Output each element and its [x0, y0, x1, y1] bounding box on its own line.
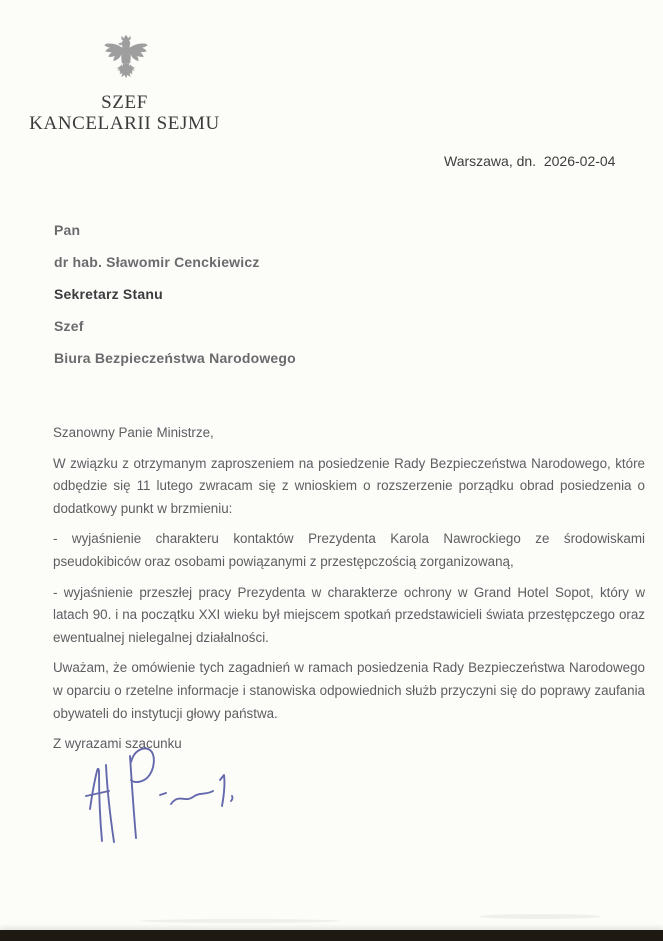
paragraph-request: W związku z otrzymanym zaproszeniem na posiedzenie Rady Bezpieczeństwa Narodowego, które odbędzie się 11 lutego zwracam się z wnioskiem o rozszerzenie porządku obrad posiedzenia o dodatkowy punkt w brzmieniu:: [53, 455, 645, 516]
signature-stroke-one: [220, 775, 224, 806]
signature-stroke-crossbar: [86, 791, 109, 796]
eagle-left-wing: [104, 43, 122, 61]
signature-stroke-tilde: [171, 791, 213, 804]
signature-stroke-dash: [160, 793, 166, 795]
paragraph-conclusion: Uważam, że omówienie tych zagadnień w ramach posiedzenia Rady Bezpieczeństwa Narodowego w oparciu o rzetelne informacje i stanowiska odpowiednich służb przyczyni się do poprawy zaufania obywateli do instytucji głowy państwa.: [53, 660, 645, 721]
recipient-line-title: Sekretarz Stanu: [54, 286, 163, 302]
recipient-line-salutation: Pan: [54, 222, 81, 238]
recipient-line-name: dr hab. Sławomir Cenckiewicz: [54, 254, 260, 270]
eagle-right-wing: [130, 43, 148, 61]
scan-artifact: [140, 919, 340, 923]
letterhead-title-line1: SZEF: [101, 92, 148, 113]
polish-eagle-emblem: [103, 33, 149, 91]
handwritten-signature: [84, 745, 240, 844]
scan-edge-bottom: [0, 930, 663, 941]
letter-body: [53, 414, 645, 756]
eagle-head: [118, 39, 131, 47]
dateline: Warszawa, dn. 2026-02-04: [444, 153, 616, 169]
recipient-block: [54, 222, 296, 382]
signature-stroke-p-stem: [130, 756, 136, 838]
signature-stroke-dot: [231, 796, 232, 801]
letterhead-title-line2: KANCELARII SEJMU: [29, 113, 220, 134]
paragraph-point-1: - wyjaśnienie charakteru kontaktów Prezydenta Karola Nawrockiego ze środowiskami pseudokibiców oraz osobami powiązanymi z przestępczością zorganizowaną,: [53, 531, 645, 569]
recipient-line-role: Szef: [54, 318, 84, 334]
scan-artifact: [480, 914, 600, 919]
closing-phrase: Z wyrazami szacunku: [53, 736, 182, 752]
paragraph-point-2: - wyjaśnienie przeszłej pracy Prezydenta w charakterze ochrony w Grand Hotel Sopot, który w latach 90. i na początku XXI wieku był miejscem spotkań przedstawicieli świata przestępczego oraz ewentualnej nielegalnej działalności.: [53, 584, 645, 645]
signature-stroke-m-down: [106, 765, 114, 842]
salutation: Szanowny Panie Ministrze,: [53, 425, 214, 440]
signature-stroke-p-loop: [131, 749, 154, 783]
eagle-body: [121, 46, 130, 63]
signature-stroke-m-up: [90, 769, 102, 841]
letterhead: [22, 92, 227, 134]
recipient-line-institution: Biura Bezpieczeństwa Narodowego: [54, 350, 296, 366]
